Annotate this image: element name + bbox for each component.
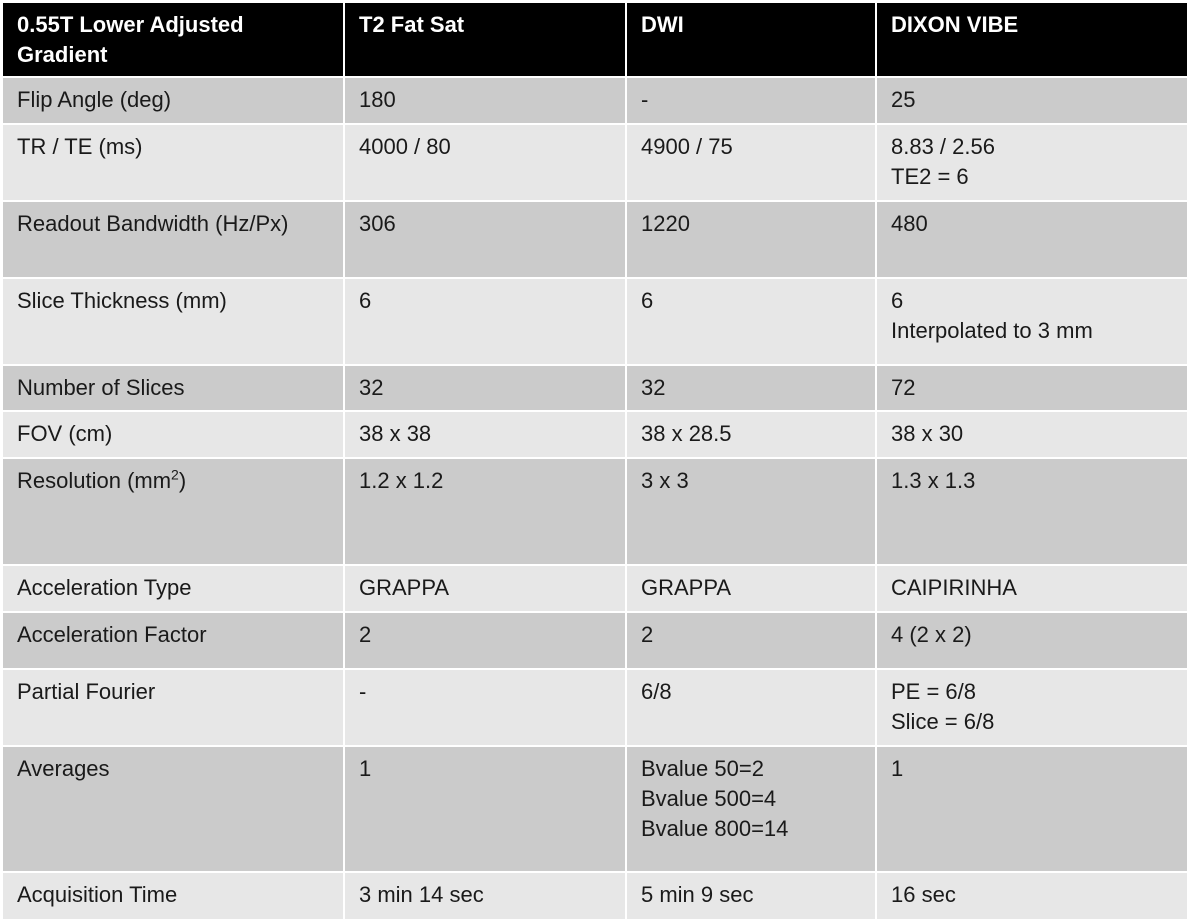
table-cell: 1220 (626, 201, 876, 278)
table-row (2, 365, 1188, 411)
table-row (2, 872, 1188, 920)
table-cell: 4 (2 x 2) (876, 612, 1188, 669)
table-cell: 6/8 (626, 669, 876, 746)
table-cell: 1 (344, 746, 626, 872)
table-cell: 2 (344, 612, 626, 669)
header-dwi: DWI (626, 2, 876, 77)
row-label: Acceleration Factor (2, 612, 344, 669)
table-row (2, 565, 1188, 612)
table-cell: 32 (344, 365, 626, 411)
table-cell: 8.83 / 2.56 TE2 = 6 (876, 124, 1188, 201)
table-cell: 2 (626, 612, 876, 669)
table-cell: 25 (876, 77, 1188, 124)
table-cell: 306 (344, 201, 626, 278)
table-cell: 180 (344, 77, 626, 124)
row-label: TR / TE (ms) (2, 124, 344, 201)
table-row (2, 411, 1188, 458)
table-row (2, 746, 1188, 872)
row-label: Slice Thickness (mm) (2, 278, 344, 365)
table-cell: 38 x 30 (876, 411, 1188, 458)
table-row (2, 77, 1188, 124)
header-row (2, 2, 1188, 77)
table-cell: 1.2 x 1.2 (344, 458, 626, 565)
header-dixon-vibe: DIXON VIBE (876, 2, 1188, 77)
row-label: Averages (2, 746, 344, 872)
table-cell: 72 (876, 365, 1188, 411)
table-cell: GRAPPA (344, 565, 626, 612)
row-label-text: Resolution (mm (17, 468, 172, 493)
table-cell: PE = 6/8 Slice = 6/8 (876, 669, 1188, 746)
table-cell: GRAPPA (626, 565, 876, 612)
table-cell: 38 x 38 (344, 411, 626, 458)
table-row (2, 124, 1188, 201)
table-cell: - (626, 77, 876, 124)
table-cell: 4000 / 80 (344, 124, 626, 201)
table-row (2, 458, 1188, 565)
header-field-strength: 0.55T Lower Adjusted Gradient (2, 2, 344, 77)
table-cell: 5 min 9 sec (626, 872, 876, 920)
row-label: Readout Bandwidth (Hz/Px) (2, 201, 344, 278)
table-cell: Bvalue 50=2 Bvalue 500=4 Bvalue 800=14 (626, 746, 876, 872)
table-row (2, 201, 1188, 278)
table-cell: 4900 / 75 (626, 124, 876, 201)
header-t2-fat-sat: T2 Fat Sat (344, 2, 626, 77)
row-label-end: ) (178, 468, 187, 493)
row-label (2, 458, 344, 565)
table-cell: 3 x 3 (626, 458, 876, 565)
table-cell: - (344, 669, 626, 746)
table-cell: 3 min 14 sec (344, 872, 626, 920)
parameters-table (1, 1, 1189, 921)
row-label: FOV (cm) (2, 411, 344, 458)
table-cell: 6 (626, 278, 876, 365)
table-cell: CAIPIRINHA (876, 565, 1188, 612)
table-cell: 38 x 28.5 (626, 411, 876, 458)
table-row (2, 278, 1188, 365)
table-cell: 32 (626, 365, 876, 411)
superscript: 2 (171, 466, 179, 483)
table-row (2, 669, 1188, 746)
row-label: Flip Angle (deg) (2, 77, 344, 124)
table-cell: 1 (876, 746, 1188, 872)
row-label: Number of Slices (2, 365, 344, 411)
row-label: Acquisition Time (2, 872, 344, 920)
row-label: Partial Fourier (2, 669, 344, 746)
table-cell: 16 sec (876, 872, 1188, 920)
table-cell: 480 (876, 201, 1188, 278)
table-cell: 6 Interpolated to 3 mm (876, 278, 1188, 365)
table-cell: 6 (344, 278, 626, 365)
row-label: Acceleration Type (2, 565, 344, 612)
table-row (2, 612, 1188, 669)
table-cell: 1.3 x 1.3 (876, 458, 1188, 565)
